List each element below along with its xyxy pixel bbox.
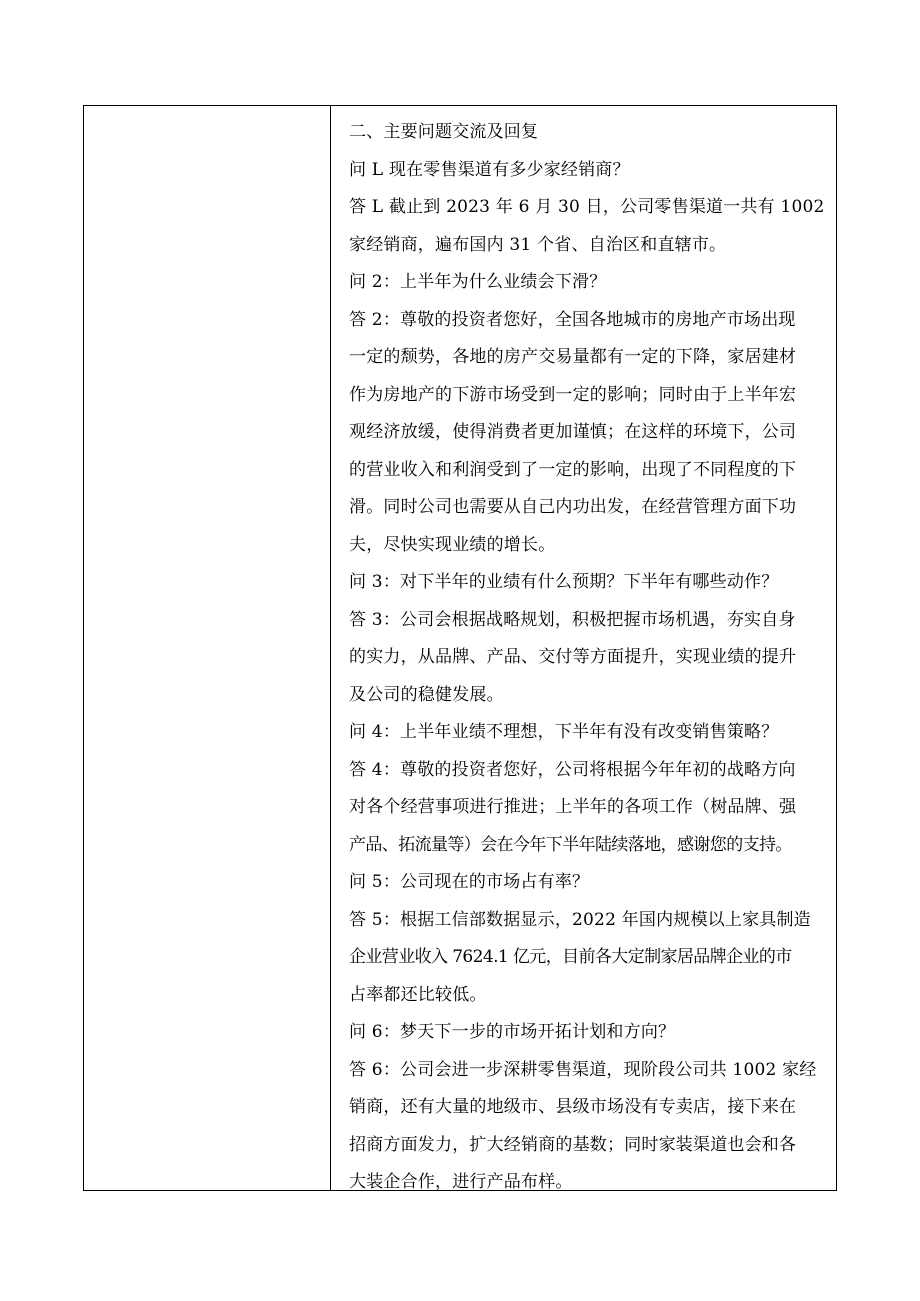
answer-3-line: 及公司的稳健发展。 (349, 684, 504, 705)
answer-2-line: 的营业收入和利润受到了一定的影响，出现了不同程度的下 (349, 459, 797, 480)
answer-4-line: 对各个经营事项进行推进；上半年的各项工作（树品牌、强 (349, 797, 797, 817)
qa-table (83, 105, 837, 1191)
answer-6-line: 销商，还有大量的地级市、县级市场没有专卖店，接下来在 (349, 1097, 797, 1117)
answer-6-line: 答 6：公司会进一步深耕零售渠道，现阶段公司共 1002 家经 (349, 1059, 817, 1080)
answer-3-line: 答 3：公司会根据战略规划，积极把握市场机遇，夯实自身 (349, 609, 796, 630)
answer-2-line: 夫，尽快实现业绩的增长。 (349, 534, 556, 555)
answer-1-line: 答 L 截止到 2023 年 6 月 30 日，公司零售渠道一共有 1002 (349, 197, 825, 217)
answer-2-line: 观经济放缓，使得消费者更加谨慎；在这样的环境下，公司 (349, 422, 797, 442)
answer-5-line: 答 5：根据工信部数据显示，2022 年国内规模以上家具制造 (349, 909, 811, 930)
answer-2-line: 答 2：尊敬的投资者您好，全国各地城市的房地产市场出现 (349, 309, 796, 330)
table-label-cell (84, 106, 331, 1190)
question-2: 问 2：上半年为什么业绩会下滑？ (349, 272, 607, 292)
answer-5-line: 企业营业收入 7624.1 亿元，目前各大定制家居品牌企业的市 (349, 947, 792, 967)
question-3: 问 3：对下半年的业绩有什么预期？下半年有哪些动作？ (349, 572, 779, 592)
answer-1-line: 家经销商，遍布国内 31 个省、自治区和直辖市。 (349, 234, 727, 255)
answer-6-line: 大装企合作，进行产品布样。 (349, 1172, 573, 1192)
answer-4-line: 产品、拓流量等）会在今年下半年陆续落地，感谢您的支持。 (349, 834, 792, 855)
answer-6-line: 招商方面发力，扩大经销商的基数；同时家装渠道也会和各 (349, 1134, 797, 1155)
question-4: 问 4：上半年业绩不理想，下半年有没有改变销售策略？ (349, 722, 779, 742)
question-5: 问 5：公司现在的市场占有率？ (349, 872, 590, 892)
section-heading: 二、主要问题交流及回复 (349, 122, 539, 142)
answer-4-line: 答 4：尊敬的投资者您好，公司将根据今年年初的战略方向 (349, 759, 796, 780)
answer-2-line: 作为房地产的下游市场受到一定的影响；同时由于上半年宏 (349, 384, 797, 405)
answer-5-line: 占率都还比较低。 (349, 984, 487, 1005)
answer-2-line: 一定的颓势，各地的房产交易量都有一定的下降，家居建材 (349, 347, 797, 367)
question-6: 问 6：梦天下一步的市场开拓计划和方向？ (349, 1022, 676, 1042)
answer-3-line: 的实力，从品牌、产品、交付等方面提升，实现业绩的提升 (349, 647, 797, 667)
question-1: 问 L 现在零售渠道有多少家经销商？ (349, 159, 630, 180)
table-content-cell (331, 106, 836, 1190)
answer-2-line: 滑。同时公司也需要从自己内功出发，在经营管理方面下功 (349, 497, 797, 517)
